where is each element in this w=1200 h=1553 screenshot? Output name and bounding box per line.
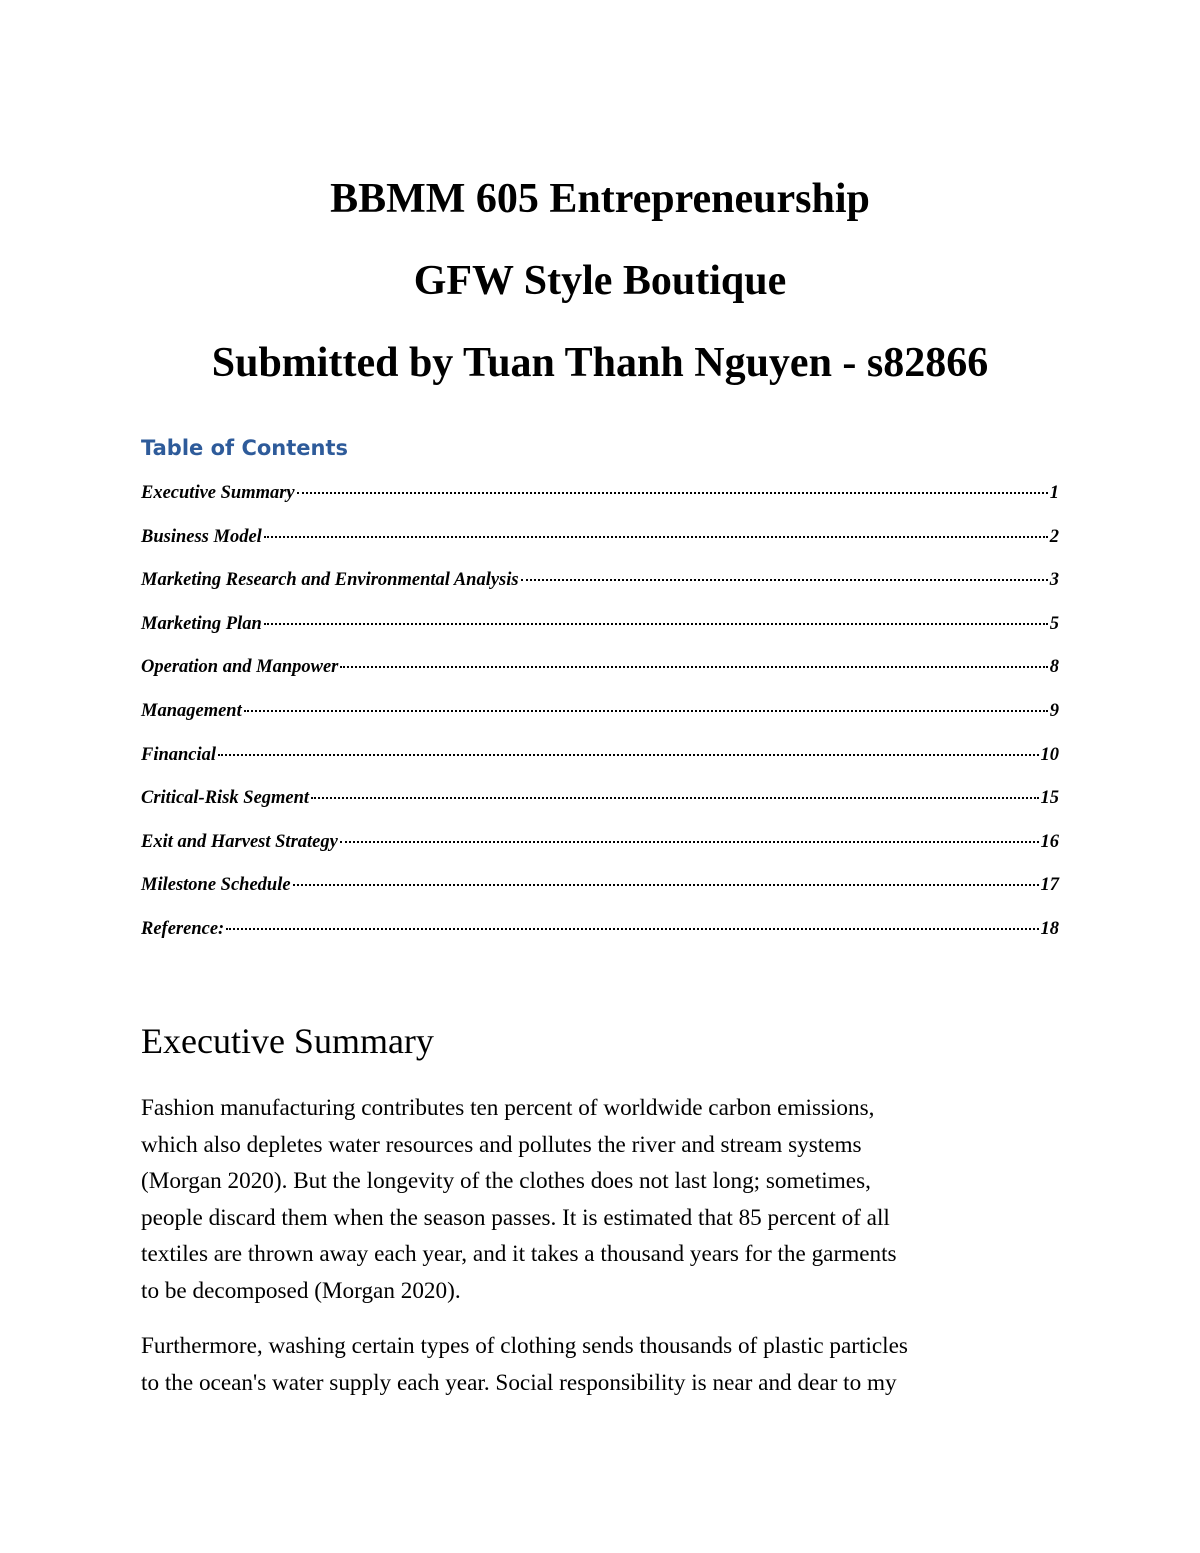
table-of-contents (141, 483, 1059, 963)
toc-leader-dots (521, 579, 1048, 581)
toc-entry-page-number[interactable]: 3 (1049, 570, 1059, 591)
toc-entry-page-number[interactable]: 15 (1040, 788, 1059, 809)
toc-leader-dots (340, 841, 1039, 843)
toc-entry-label[interactable]: Reference: (141, 918, 225, 939)
toc-leader-dots (340, 666, 1047, 668)
toc-leader-dots (244, 710, 1048, 712)
section-heading-executive-summary: Executive Summary (141, 1021, 434, 1061)
toc-entry[interactable] (141, 483, 1059, 527)
toc-leader-dots (264, 536, 1048, 538)
toc-entry[interactable] (141, 527, 1059, 571)
toc-entry-label[interactable]: Marketing Plan (141, 613, 262, 634)
toc-entry[interactable] (141, 570, 1059, 614)
toc-entry[interactable] (141, 701, 1059, 745)
toc-leader-dots (293, 884, 1039, 886)
toc-entry[interactable] (141, 657, 1059, 701)
toc-entry-page-number[interactable]: 2 (1049, 526, 1059, 547)
toc-entry-label[interactable]: Management (141, 700, 242, 721)
toc-entry-label[interactable]: Exit and Harvest Strategy (141, 831, 338, 852)
toc-entry[interactable] (141, 788, 1059, 832)
toc-leader-dots (218, 754, 1038, 756)
toc-entry-label[interactable]: Operation and Manpower (141, 657, 339, 678)
paragraph-line: which also depletes water resources and pollutes the river and stream systems (141, 1131, 862, 1158)
course-title: BBMM 605 Entrepreneurship (330, 176, 870, 222)
paragraph-line: to the ocean's water supply each year. Social responsibility is near and dear to my (141, 1369, 897, 1396)
paragraph-line: to be decomposed (Morgan 2020). (141, 1277, 461, 1304)
toc-entry-label[interactable]: Financial (141, 744, 217, 765)
toc-leader-dots (264, 623, 1048, 625)
toc-entry[interactable] (141, 919, 1059, 963)
paragraph-line: Fashion manufacturing contributes ten percent of worldwide carbon emissions, (141, 1095, 875, 1121)
toc-leader-dots (297, 492, 1048, 494)
toc-entry[interactable] (141, 614, 1059, 658)
submitted-by: Submitted by Tuan Thanh Nguyen - s82866 (211, 340, 989, 386)
toc-entry-label[interactable]: Critical-Risk Segment (141, 788, 310, 809)
toc-entry[interactable] (141, 832, 1059, 876)
paragraph-line: Furthermore, washing certain types of clothing sends thousands of plastic particles (141, 1333, 908, 1359)
toc-entry-page-number[interactable]: 10 (1040, 744, 1059, 765)
toc-entry-page-number[interactable]: 17 (1040, 875, 1059, 896)
toc-entry-label[interactable]: Executive Summary (141, 483, 295, 503)
toc-entry[interactable] (141, 875, 1059, 919)
toc-entry-label[interactable]: Marketing Research and Environmental Analysis (141, 570, 519, 591)
toc-entry-page-number[interactable]: 16 (1040, 831, 1059, 852)
paragraph-line: (Morgan 2020). But the longevity of the clothes does not last long; sometimes, (141, 1168, 871, 1195)
business-name: GFW Style Boutique (413, 258, 787, 304)
toc-entry-label[interactable]: Business Model (141, 526, 262, 547)
toc-entry-page-number[interactable]: 8 (1049, 657, 1059, 678)
title-block (0, 158, 1200, 404)
toc-entry-page-number[interactable]: 9 (1049, 700, 1059, 721)
toc-leader-dots (226, 928, 1038, 930)
toc-heading: Table of Contents (141, 436, 349, 460)
toc-leader-dots (311, 797, 1038, 799)
toc-entry-page-number[interactable]: 18 (1040, 918, 1059, 939)
paragraph-line: textiles are thrown away each year, and it takes a thousand years for the garments (141, 1241, 897, 1268)
toc-entry-page-number[interactable]: 1 (1049, 483, 1059, 503)
paragraph-1 (141, 1090, 1061, 1310)
paragraph-line: people discard them when the season passes. It is estimated that 85 percent of all (141, 1204, 890, 1231)
toc-entry-page-number[interactable]: 5 (1049, 613, 1059, 634)
toc-entry-label[interactable]: Milestone Schedule (141, 875, 291, 896)
toc-entry[interactable] (141, 745, 1059, 789)
paragraph-2 (141, 1328, 1061, 1401)
